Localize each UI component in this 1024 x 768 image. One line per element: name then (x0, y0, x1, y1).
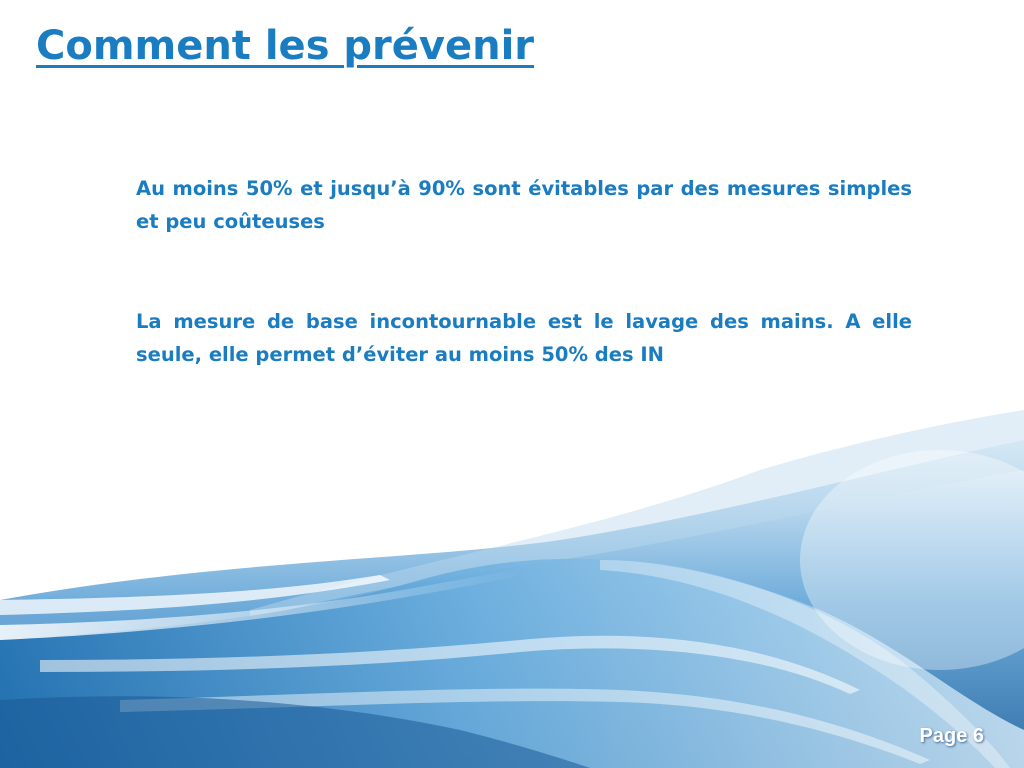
paragraph-hand-washing: La mesure de base incontournable est le lavage des mains. A elle seule, elle permet d’éviter au moins 50% des IN (136, 310, 912, 366)
page-number: Page 6 (919, 725, 984, 747)
page-title: Comment les prévenir (36, 23, 535, 69)
paragraph-prevention-rate: Au moins 50% et jusqu’à 90% sont évitables par des mesures simples et peu coûteuses (136, 177, 912, 233)
